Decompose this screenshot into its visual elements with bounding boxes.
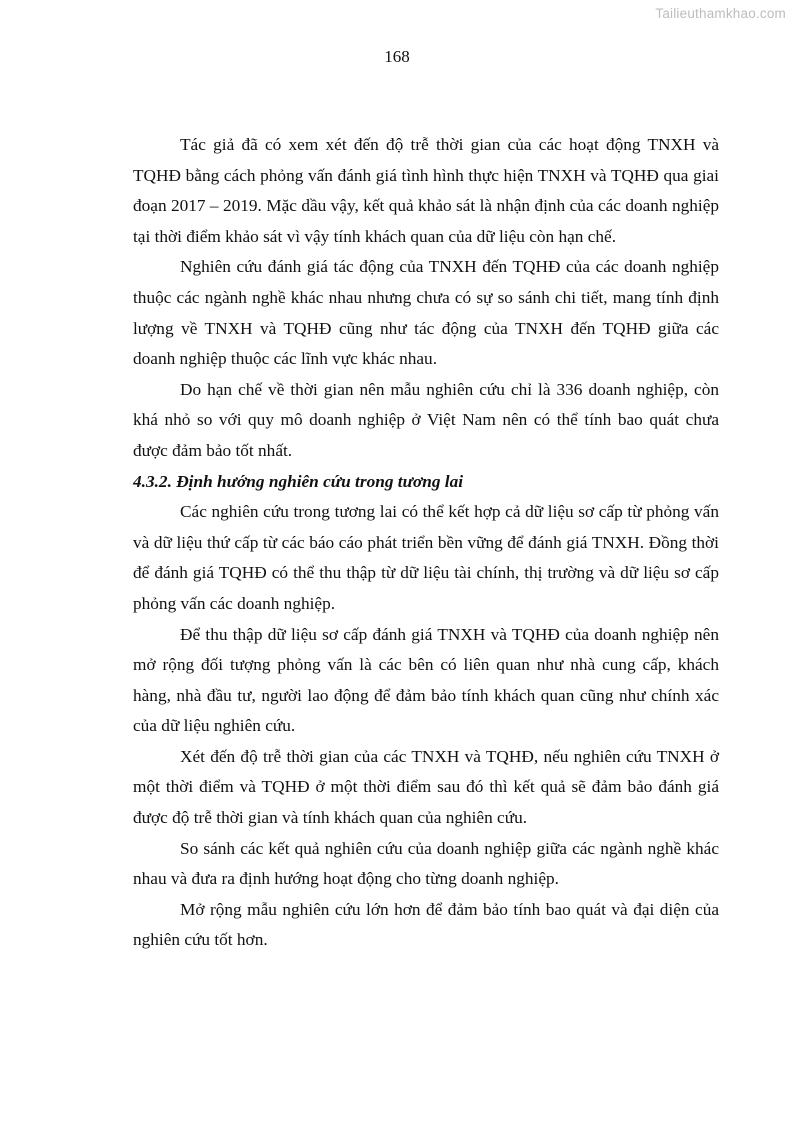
watermark-text: Tailieuthamkhao.com [655,6,786,21]
paragraph: So sánh các kết quả nghiên cứu của doanh nghiệp giữa các ngành nghề khác nhau và đưa ra định hướng hoạt động cho từng doanh nghiệp. [133,838,719,889]
paragraph: Tác giả đã có xem xét đến độ trễ thời gian của các hoạt động TNXH và TQHĐ bằng cách phỏng vấn đánh giá tình hình thực hiện TNXH và TQHĐ qua giai đoạn 2017 – 2019. Mặc dầu vậy, kết quả khảo sát là nhận định của các doanh nghiệp tại thời điểm khảo sát vì vậy tính khách quan của dữ liệu còn hạn chế. [133,135,719,246]
page-number: 168 [384,47,410,66]
paragraph: Xét đến độ trễ thời gian của các TNXH và TQHĐ, nếu nghiên cứu TNXH ở một thời điểm và TQHĐ ở một thời điểm sau đó thì kết quả sẽ đảm bảo đánh giá được độ trễ thời gian và tính khách quan của nghiên cứu. [133,746,719,828]
paragraph: Do hạn chế về thời gian nên mẫu nghiên cứu chỉ là 336 doanh nghiệp, còn khá nhỏ so với quy mô doanh nghiệp ở Việt Nam nên có thể tính bao quát chưa được đảm bảo tốt nhất. [133,379,719,460]
paragraph: Mở rộng mẫu nghiên cứu lớn hơn để đảm bảo tính bao quát và đại diện của nghiên cứu tốt hơn. [133,899,719,950]
section-heading: 4.3.2. Định hướng nghiên cứu trong tương lai [133,471,464,491]
paragraph: Nghiên cứu đánh giá tác động của TNXH đến TQHĐ của các doanh nghiệp thuộc các ngành nghề khác nhau nhưng chưa có sự so sánh chi tiết, mang tính định lượng về TNXH và TQHĐ cũng như tác động của TNXH đến TQHĐ giữa các doanh nghiệp thuộc các lĩnh vực khác nhau. [133,257,719,369]
document-body [133,130,719,956]
paragraph: Để thu thập dữ liệu sơ cấp đánh giá TNXH và TQHĐ của doanh nghiệp nên mở rộng đối tượng phỏng vấn là các bên có liên quan như nhà cung cấp, khách hàng, nhà đầu tư, người lao động để đảm bảo tính khách quan cũng như chính xác của dữ liệu nghiên cứu. [133,624,719,736]
paragraph: Các nghiên cứu trong tương lai có thể kết hợp cả dữ liệu sơ cấp từ phỏng vấn và dữ liệu thứ cấp từ các báo cáo phát triển bền vững để đánh giá TNXH. Đồng thời để đánh giá TQHĐ có thể thu thập từ dữ liệu tài chính, thị trường và dữ liệu sơ cấp phỏng vấn các doanh nghiệp. [133,502,719,613]
